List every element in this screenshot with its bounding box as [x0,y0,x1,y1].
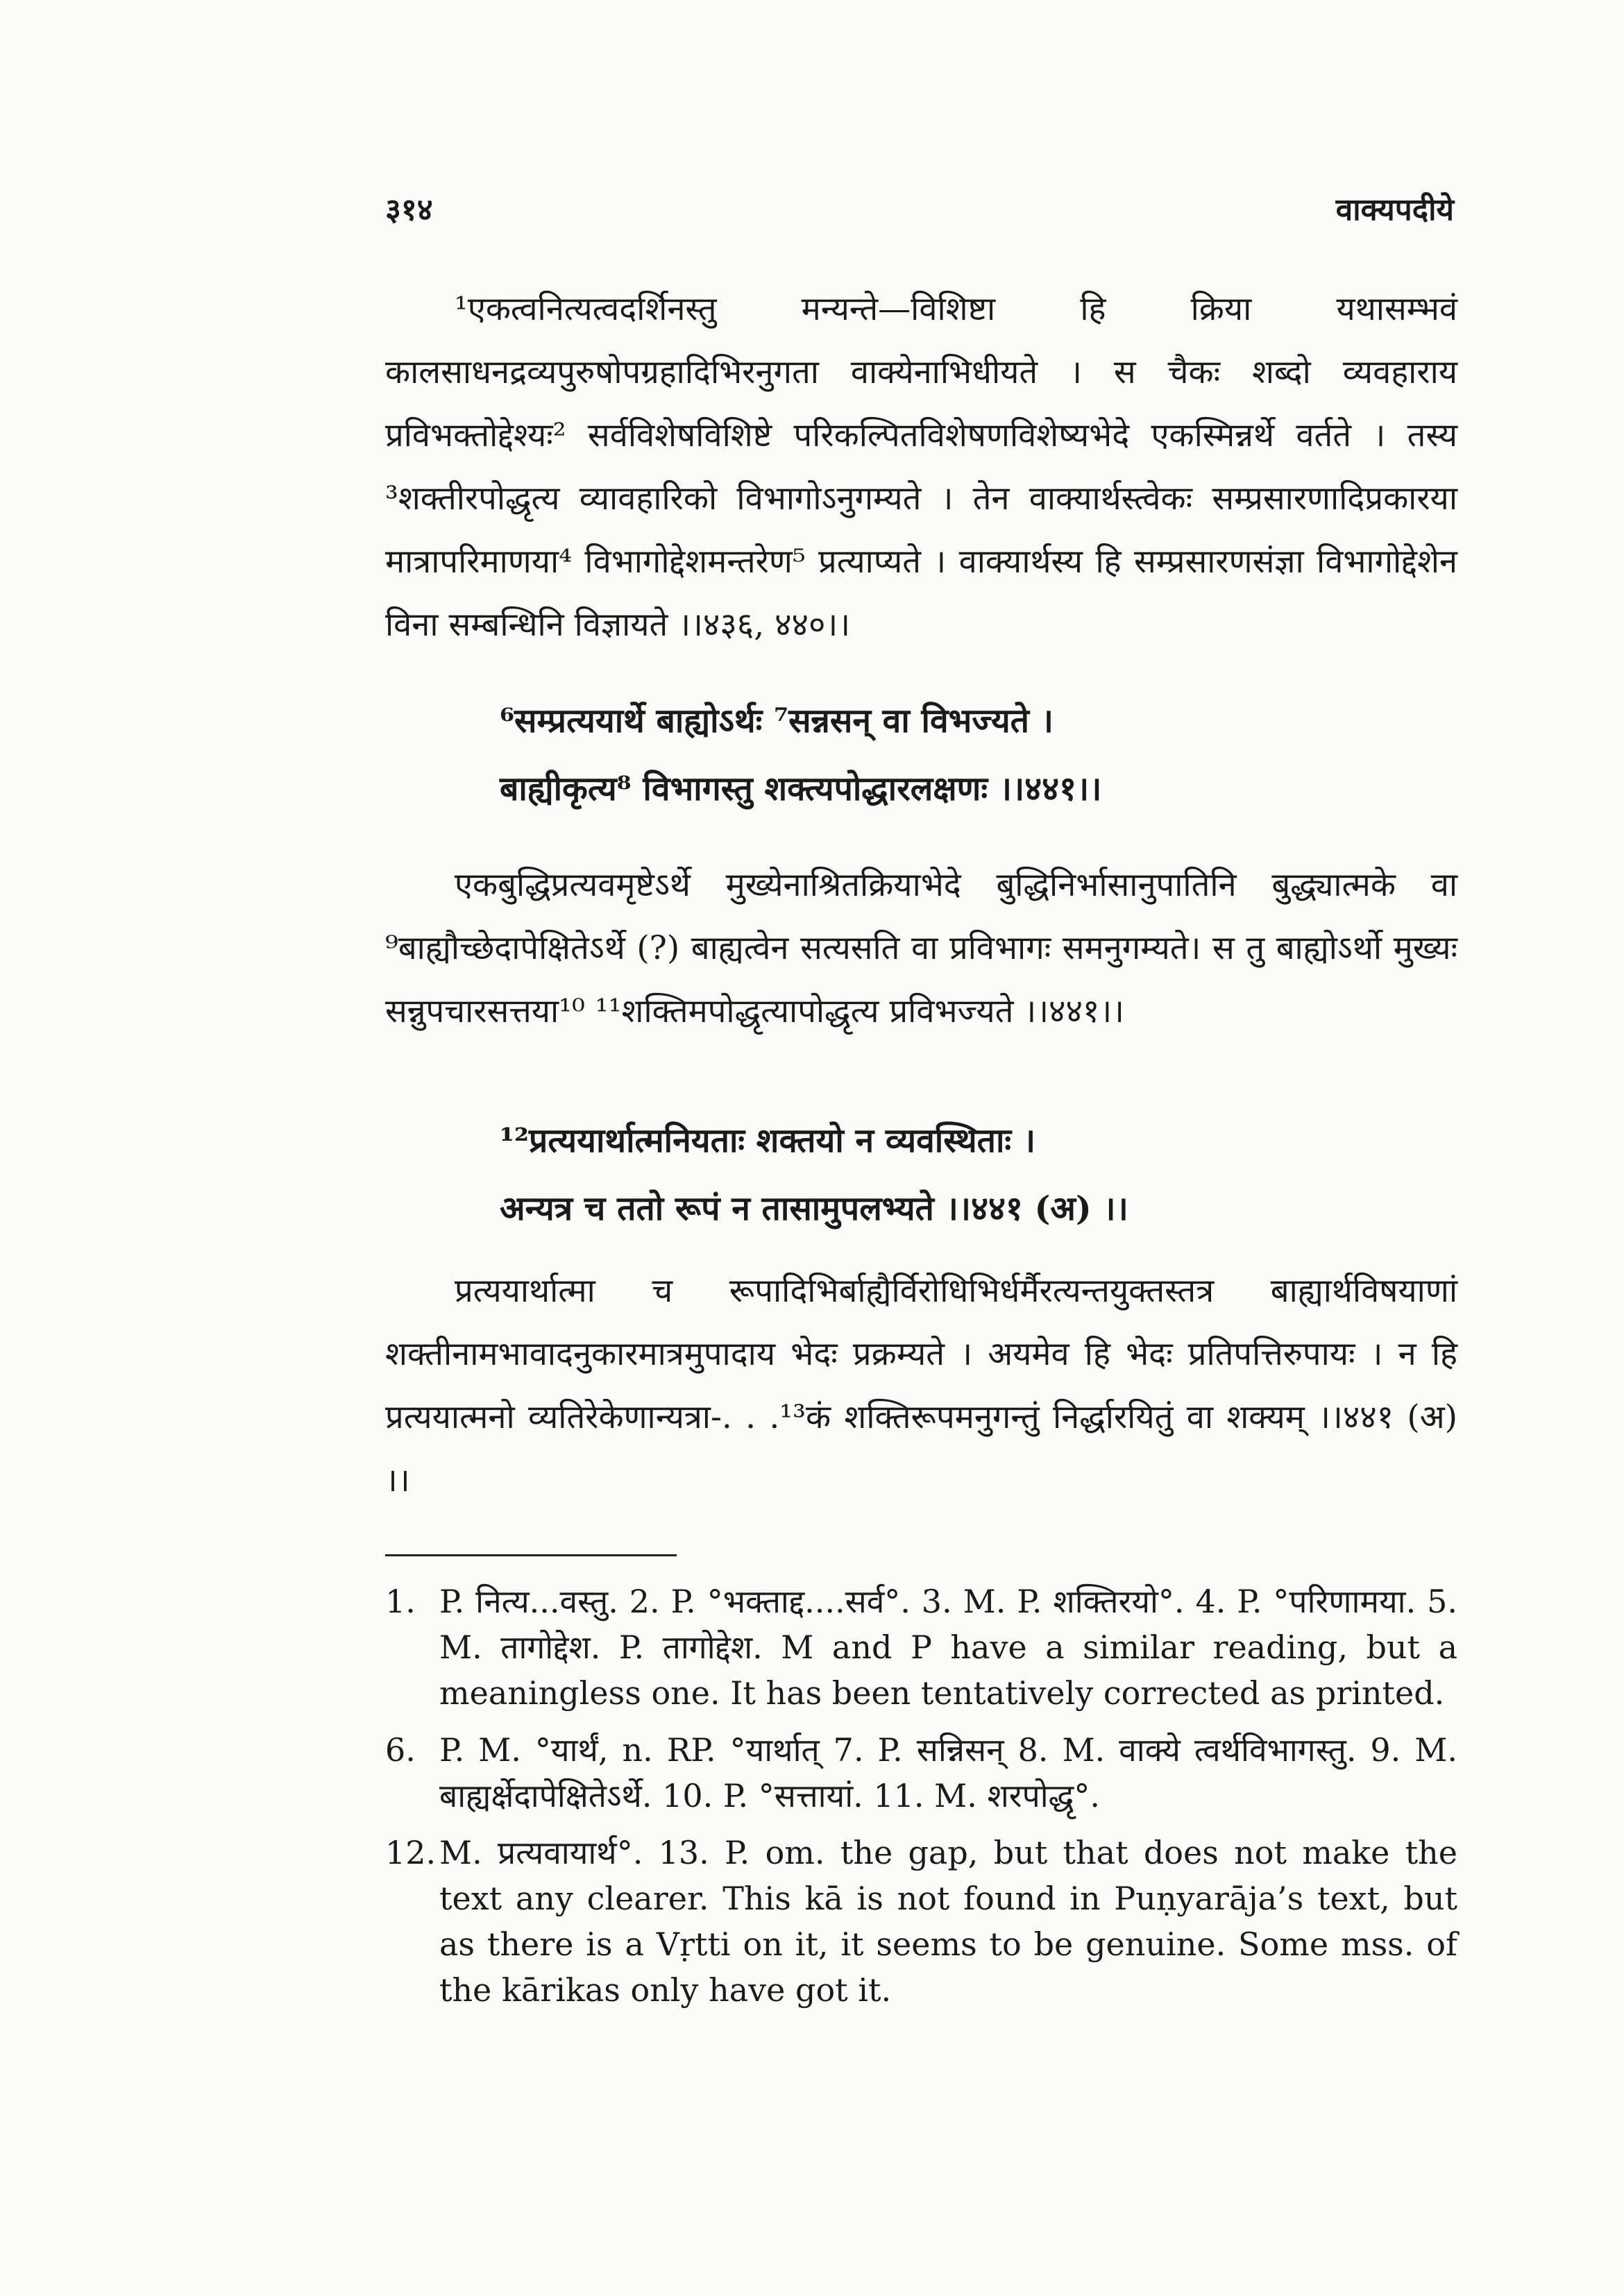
commentary-block-3 [385,1259,1457,1512]
commentary-text-1: ¹एकत्वनित्यत्वदर्शिनस्तु मन्यन्ते—विशिष्टा हि क्रिया यथासम्भवं कालसाधनद्रव्यपुरुषोपग्रहादिभिरनुगता वाक्येनाभिधीयते । स चैकः शब्दो व्यवहाराय प्रविभक्तोद्देश्यः² सर्वविशेषविशिष्टे परिकल्पितविशेषणविशेष्यभेदे एकस्मिन्नर्थे वर्तते । तस्य ³शक्तीरपोद्धृत्य व्यावहारिको विभागोऽनुगम्यते । तेन वाक्यार्थस्त्वेकः सम्प्रसारणादिप्रकारया मात्रापरिमाणया⁴ विभागोद्देशमन्तरेण⁵ प्रत्याप्यते । वाक्यार्थस्य हि सम्प्रसारणसंज्ञा विभागोद्देशेन विना सम्बन्धिनि विज्ञायते ।।४३६, ४४०।। [385,290,1457,644]
page-number: ३१४ [385,192,433,228]
verse-441 [500,687,1457,823]
commentary-block-2 [385,853,1457,1043]
commentary-paragraph-3 [385,1259,1457,1512]
commentary-paragraph-2 [385,853,1457,1043]
footnotes [385,1579,1457,2024]
commentary-text-3: प्रत्ययार्थात्मा च रूपादिभिर्बाह्यैर्विरोधिभिर्धर्मैरत्यन्तयुक्तस्तत्र बाह्यार्थविषयाणां शक्तीनामभावादनुकारमात्रमुपादाय भेदः प्रक्रम्यते । अयमेव हि भेदः प्रतिपत्तिरुपायः । न हि प्रत्ययात्मनो व्यतिरेकेणान्यत्रा-. . .¹³कं शक्तिरूपमनुगन्तुं निर्द्धारयितुं वा शक्यम् ।।४४१ (अ) ।। [385,1272,1457,1499]
verse-441a-line-2: अन्यत्र च ततो रूपं न तासामुपलभ्यते ।।४४१ (अ) ।। [500,1189,1128,1228]
running-title: वाक्यपदीये [1335,192,1454,228]
verse-441a-line-1: ¹²प्रत्ययार्थात्मनियताः शक्तयो न व्यवस्थिताः । [500,1121,1036,1160]
footnote-divider [385,1554,677,1556]
commentary-text-2: एकबुद्धिप्रत्यवमृष्टेऽर्थे मुख्येनाश्रितक्रियाभेदे बुद्धिनिर्भासानुपातिनि बुद्ध्यात्मके वा ⁹बाह्यौच्छेदापेक्षितेऽर्थे (?) बाह्यत्वेन सत्यसति वा प्रविभागः समनुगम्यते। स तु बाह्योऽर्थो मुख्यः सन्नुपचारसत्तया¹⁰ ¹¹शक्तिमपोद्धृत्यापोद्धृत्य प्रविभज्यते ।।४४१।। [385,866,1457,1030]
footnote-number: 1. [385,1583,416,1620]
verse-441-line-1: ⁶सम्प्रत्ययार्थे बाह्योऽर्थः ⁷सन्नसन् वा विभज्यते । [500,701,1054,740]
footnote-item [385,1579,1457,1716]
footnote-number: 6. [385,1731,416,1769]
footnote-text: P. नित्य...वस्तु. 2. P. °भक्ताद्द....सर्व°. 3. M. P. शक्तिरयो°. 4. P. °परिणामया. 5. M. तागोद्देश. P. तागोद्देश. M and P have a similar reading, but a meaningless one. It has been tentatively corrected as printed. [439,1583,1457,1712]
verse-441-line-2: बाह्यीकृत्य⁸ विभागस्तु शक्त्यपोद्धारलक्षणः ।।४४१।। [500,769,1102,808]
footnote-number: 12. [385,1834,437,1871]
footnote-item [385,1727,1457,1819]
commentary-block-1 [385,278,1457,656]
page-header [385,187,1454,243]
commentary-paragraph-1 [385,278,1457,656]
footnote-text: P. M. °यार्थं, n. RP. °यार्थात् 7. P. सन्निसन् 8. M. वाक्ये त्वर्थविभागस्तु. 9. M. बाह्यर्क्षेदापेक्षितेऽर्थे. 10. P. °सत्तायां. 11. M. शरपोद्धृ°. [439,1731,1457,1814]
verse-441a [500,1107,1457,1243]
footnote-text: M. प्रत्यवायार्थ°. 13. P. om. the gap, but that does not make the text any clearer. This kā is not found in Puṇyarāja’s text, but as there is a Vṛtti on it, it seems to be genuine. Some mss. of the kārikas only have got it. [439,1834,1457,2009]
footnote-item [385,1830,1457,2013]
